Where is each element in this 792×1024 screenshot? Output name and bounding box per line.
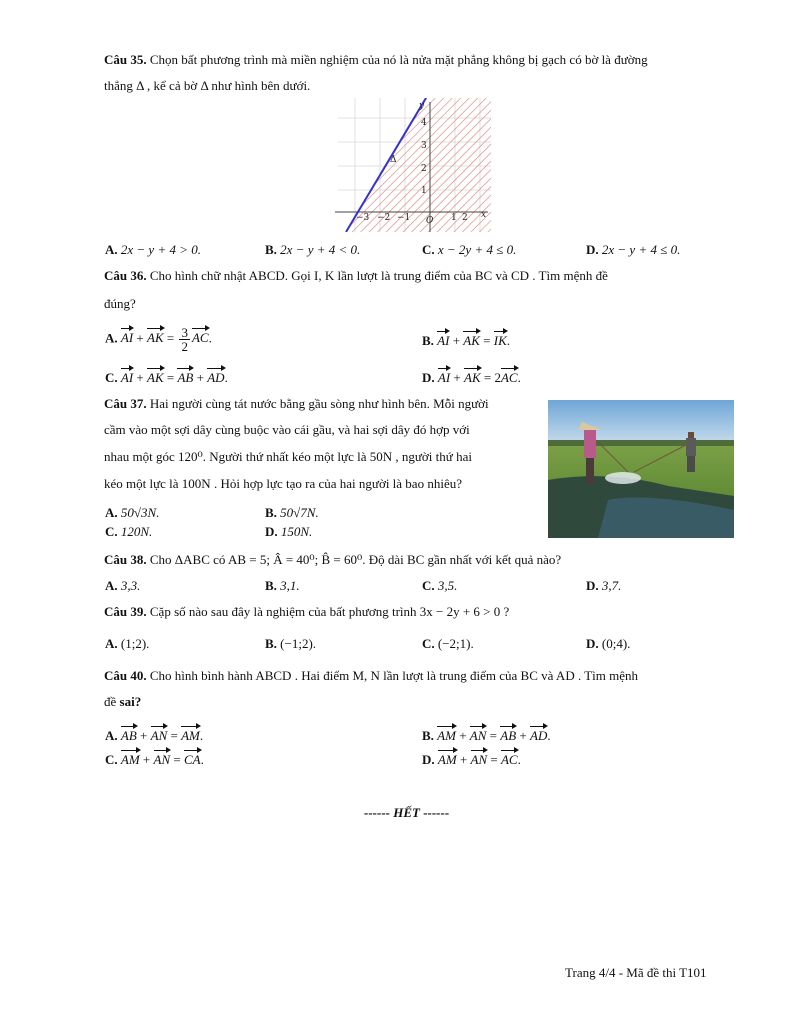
q36-text-line1: Cho hình chữ nhật ABCD. Gọi I, K lần lượt là trung điểm của BC và CD . Tìm mệnh đề — [149, 268, 608, 283]
q40-text-line1: Cho hình bình hành ABCD . Hai điểm M, N lần lượt là trung điểm của BC và AD . Tìm mệnh — [149, 668, 639, 683]
q35-origin-label: O — [426, 216, 434, 226]
q37-option-a[interactable]: A. 50√3N. — [105, 505, 160, 520]
q35-ytick-0: 4 — [421, 118, 427, 128]
q40-line2: đề sai? — [104, 694, 142, 709]
q38-option-d[interactable]: D. 3,7. — [586, 578, 622, 593]
q35-xtick-4: 2 — [462, 213, 468, 223]
q35-line1 — [104, 52, 648, 68]
q35-xtick-0: −3 — [356, 213, 370, 223]
q38-label: Câu 38. — [104, 552, 147, 567]
q36-option-a[interactable]: A. AI + AK = $\frac{3}{2}$ AC. — [105, 325, 212, 354]
q39-option-b[interactable]: B. (−1;2). — [265, 636, 317, 651]
q38-text: Cho ΔABC có AB = 5; Â = 40⁰; B̂ = 60⁰. Độ dài BC gần nhất với kết quả nào? — [149, 552, 562, 567]
q35-ytick-3: 1 — [421, 186, 427, 196]
q40-option-d[interactable]: D. AM + AN = AC. — [422, 752, 521, 767]
q40-line1 — [104, 668, 638, 684]
q40-label: Câu 40. — [104, 668, 147, 683]
q37-option-c[interactable]: C. 120N. — [105, 524, 153, 539]
q36-option-c[interactable]: C. AI + AK = AB + AD. — [105, 370, 228, 385]
q39-text: Cặp số nào sau đây là nghiệm của bất phương trình 3x − 2y + 6 > 0 ? — [149, 604, 510, 619]
q37-line1 — [104, 396, 489, 412]
q38-option-a[interactable]: A. 3,3. — [105, 578, 141, 593]
end-mark: ------ HẾT ------ — [364, 805, 450, 820]
q39-option-c[interactable]: C. (−2;1). — [422, 636, 474, 651]
q39-line — [104, 604, 509, 620]
q37-text-line4: kéo một lực là 100N . Hỏi hợp lực tạo ra của hai người là bao nhiêu? — [104, 476, 462, 491]
q35-text-line2: thẳng Δ , kể cả bờ Δ như hình bên dưới. — [104, 78, 311, 93]
q39-option-a[interactable]: A. (1;2). — [105, 636, 150, 651]
q36-label: Câu 36. — [104, 268, 147, 283]
q37-label: Câu 37. — [104, 396, 147, 411]
q35-x-label: x — [481, 210, 487, 220]
q40-option-c[interactable]: C. AM + AN = CA. — [105, 752, 204, 767]
q37-text-line1: Hai người cùng tát nước bằng gầu sòng như hình bên. Mỗi người — [149, 396, 489, 411]
q36-text-line2: đúng? — [104, 296, 136, 311]
q37-option-d[interactable]: D. 150N. — [265, 524, 313, 539]
q35-y-label: y — [419, 101, 425, 111]
q37-option-b[interactable]: B. 50√7N. — [265, 505, 319, 520]
q38-option-b[interactable]: B. 3,1. — [265, 578, 300, 593]
q40-option-b[interactable]: B. AM + AN = AB + AD. — [422, 728, 551, 743]
q39-option-d[interactable]: D. (0;4). — [586, 636, 631, 651]
q35-graph — [333, 98, 491, 232]
q38-line — [104, 552, 561, 568]
q36-option-b[interactable]: B. AI + AK = IK. — [422, 333, 511, 348]
q35-label: Câu 35. — [104, 52, 147, 67]
q37-photo — [548, 400, 734, 538]
q37-text-line3: nhau một góc 120⁰. Người thứ nhất kéo một lực là 50N , người thứ hai — [104, 449, 472, 464]
q36-line1 — [104, 268, 608, 284]
q35-option-c[interactable]: C. x − 2y + 4 ≤ 0. — [422, 242, 517, 257]
q35-option-b[interactable]: B. 2x − y + 4 < 0. — [265, 242, 361, 257]
q35-xtick-1: −2 — [377, 213, 391, 223]
q37-text-line2: cầm vào một sợi dây cùng buộc vào cái gầu, và hai sợi dây đó hợp với — [104, 422, 470, 437]
q35-xtick-2: −1 — [397, 213, 411, 223]
q35-ytick-2: 2 — [421, 164, 427, 174]
q35-option-a[interactable]: A. 2x − y + 4 > 0. — [105, 242, 201, 257]
q35-xtick-3: 1 — [451, 213, 457, 223]
q38-option-c[interactable]: C. 3,5. — [422, 578, 458, 593]
q35-ytick-1: 3 — [421, 141, 427, 151]
q35-option-d[interactable]: D. 2x − y + 4 ≤ 0. — [586, 242, 681, 257]
q40-option-a[interactable]: A. AB + AN = AM. — [105, 728, 204, 743]
q35-line-label: Δ — [390, 155, 397, 165]
page-footer: Trang 4/4 - Mã đề thi T101 — [565, 965, 707, 980]
q36-option-d[interactable]: D. AI + AK = 2AC. — [422, 370, 521, 385]
q35-text-line1: Chọn bất phương trình mà miền nghiệm của nó là nửa mặt phẳng không bị gạch có bờ là đường — [149, 52, 648, 67]
q39-label: Câu 39. — [104, 604, 147, 619]
